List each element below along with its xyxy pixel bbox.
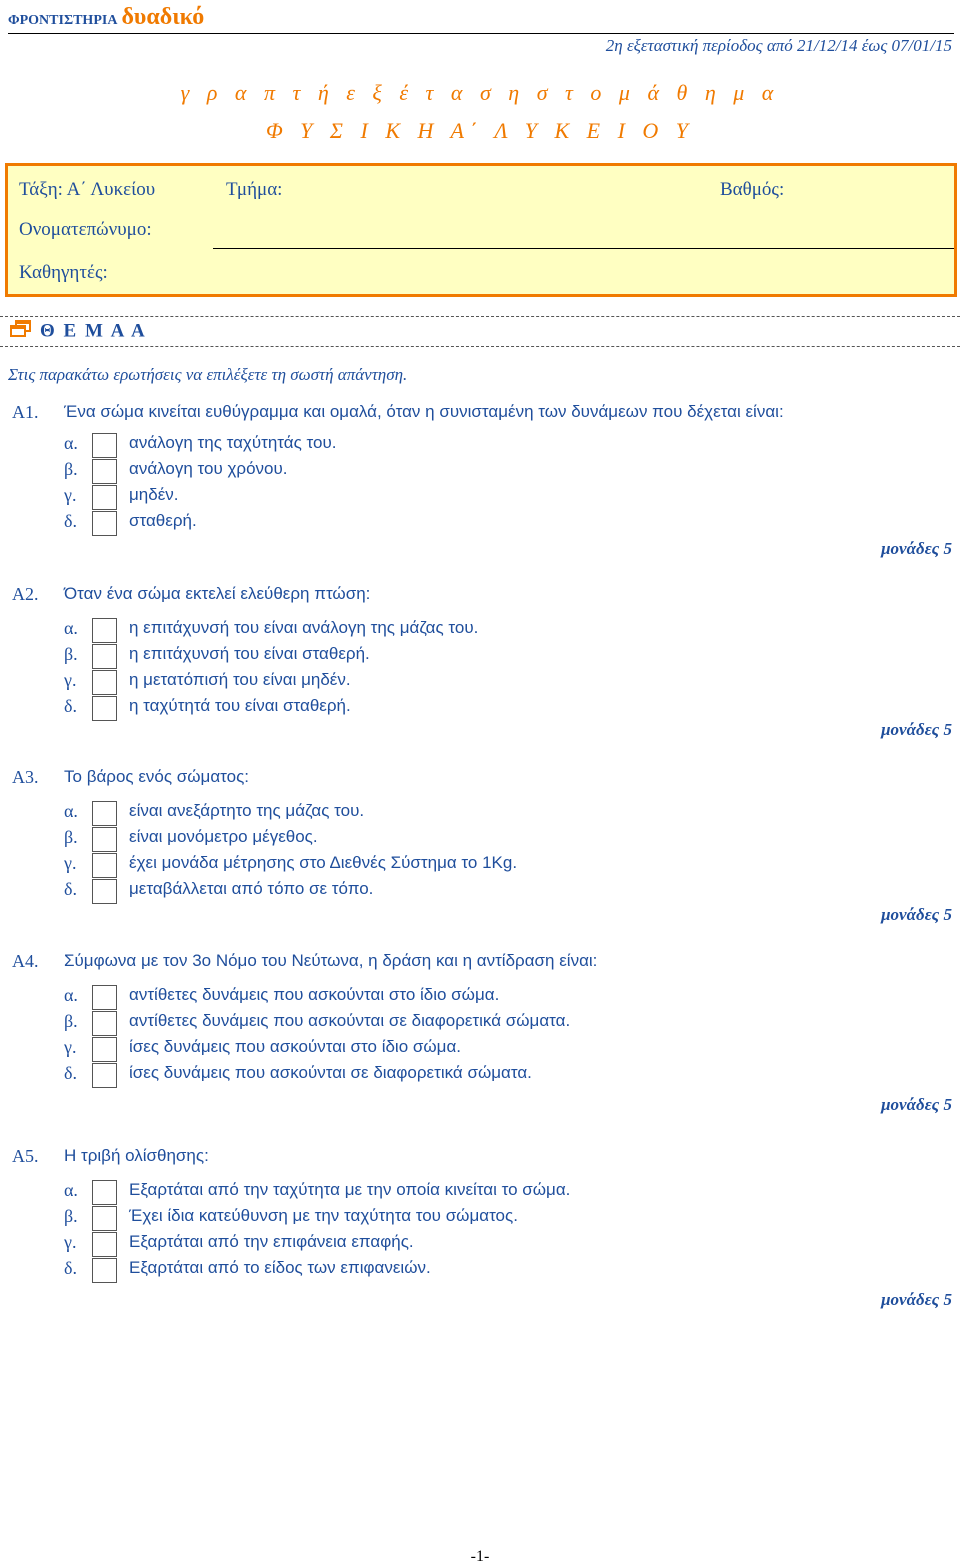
option-text: σταθερή. — [129, 511, 197, 530]
points-label: μονάδες 5 — [881, 720, 952, 739]
option-letter: β. — [64, 1011, 78, 1031]
question-number: A2. — [12, 584, 39, 604]
option-letter: γ. — [64, 853, 77, 873]
header-divider — [8, 33, 954, 34]
option-text: μηδέν. — [129, 485, 179, 504]
option-text: ίσες δυνάμεις που ασκούνται σε διαφορετικά σώματα. — [129, 1063, 532, 1082]
option-text: ανάλογη της ταχύτητάς του. — [129, 433, 337, 452]
answer-checkbox[interactable] — [92, 485, 117, 510]
section-label: Τμήμα: — [226, 179, 283, 200]
option-text: Εξαρτάται από το είδος των επιφανειών. — [129, 1258, 431, 1277]
answer-checkbox[interactable] — [92, 459, 117, 484]
option-text: είναι ανεξάρτητο της μάζας του. — [129, 801, 365, 820]
option-text: αντίθετες δυνάμεις που ασκούνται στο ίδιο σώμα. — [129, 985, 500, 1004]
instruction-text: Στις παρακάτω ερωτήσεις να επιλέξετε τη σωστή απάντηση. — [8, 365, 408, 384]
page-number: -1- — [470, 1548, 490, 1565]
option-letter: δ. — [64, 696, 77, 716]
answer-checkbox[interactable] — [92, 827, 117, 852]
student-info-box — [5, 163, 957, 297]
option-letter: β. — [64, 1206, 78, 1226]
option-letter: γ. — [64, 1232, 77, 1252]
answer-checkbox[interactable] — [92, 801, 117, 826]
answer-checkbox[interactable] — [92, 1063, 117, 1088]
windows-icon — [10, 320, 32, 344]
option-letter: β. — [64, 644, 78, 664]
answer-checkbox[interactable] — [92, 853, 117, 878]
option-text: η επιτάχυνσή του είναι σταθερή. — [129, 644, 370, 663]
option-text: η ταχύτητά του είναι σταθερή. — [129, 696, 351, 715]
points-label: μονάδες 5 — [881, 905, 952, 924]
answer-checkbox[interactable] — [92, 1180, 117, 1205]
option-letter: α. — [64, 801, 78, 821]
answer-checkbox[interactable] — [92, 644, 117, 669]
option-text: μεταβάλλεται από τόπο σε τόπο. — [129, 879, 374, 898]
answer-checkbox[interactable] — [92, 879, 117, 904]
option-letter: α. — [64, 985, 78, 1005]
answer-checkbox[interactable] — [92, 985, 117, 1010]
answer-checkbox[interactable] — [92, 1258, 117, 1283]
class-label: Τάξη: Α΄ Λυκείου — [19, 179, 156, 200]
option-text: αντίθετες δυνάμεις που ασκούνται σε διαφορετικά σώματα. — [129, 1011, 571, 1030]
question-text: Η τριβή ολίσθησης: — [64, 1146, 209, 1165]
answer-checkbox[interactable] — [92, 1011, 117, 1036]
option-text: ίσες δυνάμεις που ασκούνται στο ίδιο σώμα. — [129, 1037, 461, 1056]
answer-checkbox[interactable] — [92, 696, 117, 721]
question-text: Όταν ένα σώμα εκτελεί ελεύθερη πτώση: — [64, 584, 371, 603]
option-text: η μετατόπισή του είναι μηδέν. — [129, 670, 351, 689]
question-text: Σύμφωνα με τον 3ο Νόμο του Νεύτωνα, η δράση και η αντίδραση είναι: — [64, 951, 598, 970]
option-text: ανάλογη του χρόνου. — [129, 459, 288, 478]
answer-checkbox[interactable] — [92, 1037, 117, 1062]
subject-title: Φ Υ Σ Ι Κ Η Α΄ Λ Υ Κ Ε Ι Ο Υ — [265, 118, 695, 143]
option-letter: α. — [64, 433, 78, 453]
option-text: η επιτάχυνσή του είναι ανάλογη της μάζας του. — [129, 618, 479, 637]
option-letter: α. — [64, 618, 78, 638]
answer-checkbox[interactable] — [92, 1232, 117, 1257]
option-letter: γ. — [64, 485, 77, 505]
name-label: Ονοματεπώνυμο: — [19, 219, 152, 240]
answer-checkbox[interactable] — [92, 1206, 117, 1231]
question-text: Το βάρος ενός σώματος: — [64, 767, 250, 786]
option-text: Εξαρτάται από την ταχύτητα με την οποία κινείται το σώμα. — [129, 1180, 571, 1199]
name-field-line[interactable] — [213, 248, 954, 249]
option-text: είναι μονόμετρο μέγεθος. — [129, 827, 318, 846]
points-label: μονάδες 5 — [881, 1095, 952, 1114]
question-number: A4. — [12, 951, 39, 971]
option-letter: γ. — [64, 670, 77, 690]
option-letter: α. — [64, 1180, 78, 1200]
option-text: Εξαρτάται από την επιφάνεια επαφής. — [129, 1232, 414, 1251]
section-heading — [10, 320, 147, 344]
option-letter: δ. — [64, 879, 77, 899]
answer-checkbox[interactable] — [92, 618, 117, 643]
option-letter: β. — [64, 459, 78, 479]
exam-period: 2η εξεταστική περίοδος από 21/12/14 έως 07/01/15 — [605, 36, 952, 55]
question-number: A5. — [12, 1146, 39, 1166]
section-title: Θ Ε Μ Α Α — [40, 320, 147, 342]
brand-logo — [8, 4, 204, 31]
answer-checkbox[interactable] — [92, 511, 117, 536]
option-letter: δ. — [64, 511, 77, 531]
option-text: Έχει ίδια κατεύθυνση με την ταχύτητα του σώματος. — [129, 1206, 518, 1225]
brand-small-text: ΦΡΟΝΤΙΣΤΗΡΙΑ — [8, 13, 118, 28]
answer-checkbox[interactable] — [92, 433, 117, 458]
question-number: A3. — [12, 767, 39, 787]
option-letter: δ. — [64, 1258, 77, 1278]
option-letter: γ. — [64, 1037, 77, 1057]
option-letter: β. — [64, 827, 78, 847]
points-label: μονάδες 5 — [881, 1290, 952, 1309]
section-divider-bottom — [0, 346, 960, 347]
option-text: έχει μονάδα μέτρησης στο Διεθνές Σύστημα το 1Kg. — [129, 853, 518, 872]
points-label: μονάδες 5 — [881, 539, 952, 558]
brand-big-text: δυαδικό — [121, 4, 205, 30]
grade-label: Βαθμός: — [720, 179, 785, 200]
teacher-label: Καθηγητές: — [19, 262, 108, 283]
question-text: Ένα σώμα κινείται ευθύγραμμα και ομαλά, όταν η συνισταμένη των δυνάμεων που δέχεται είναι: — [64, 402, 784, 421]
question-number: A1. — [12, 402, 39, 422]
exam-title: γ ρ α π τ ή ε ξ έ τ α σ η σ τ ο μ ά θ η μ α — [180, 80, 780, 105]
answer-checkbox[interactable] — [92, 670, 117, 695]
section-divider-top — [0, 316, 960, 317]
option-letter: δ. — [64, 1063, 77, 1083]
